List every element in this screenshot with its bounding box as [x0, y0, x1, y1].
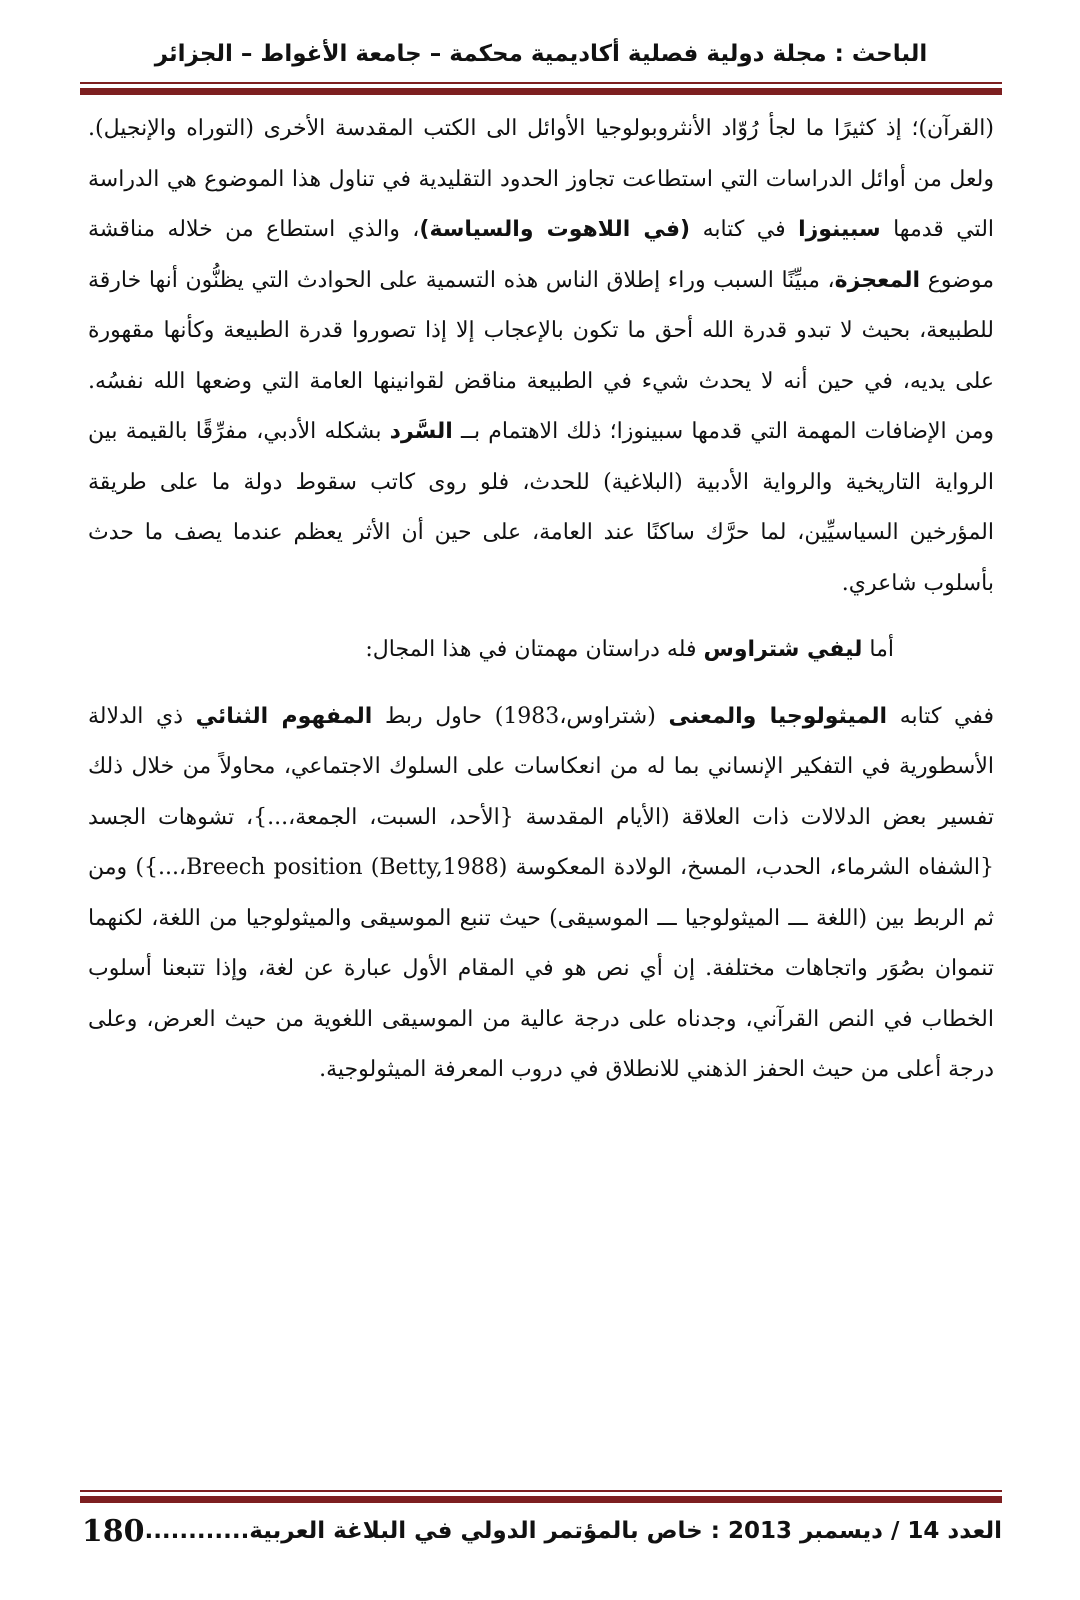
text-run: ، والذي استطاع من خلاله مناقشة موضوع [88, 217, 995, 293]
bold-term-binary-concept: المفهوم الثنائي [195, 703, 373, 729]
paragraph-spinoza [88, 104, 994, 609]
bold-term-levi-strauss: ليفي شتراوس [703, 637, 863, 662]
bold-term-narrative: السَّرد [389, 419, 453, 444]
page-footer [80, 1509, 1002, 1553]
journal-header-title: الباحث : مجلة دولية فصلية أكاديمية محكمة – جامعة الأغواط – الجزائر [154, 41, 928, 67]
paragraph-levi-strauss-intro [88, 625, 994, 676]
bold-term-miracle: المعجزة [834, 267, 921, 293]
header-rule-thick [80, 88, 1002, 95]
bold-book-title: (في اللاهوت والسياسة) [419, 217, 691, 242]
bold-term-spinoza: سبينوزا [798, 217, 881, 242]
article-body [88, 104, 994, 1096]
text-run: (القرآن)؛ إذ كثيرًا ما لجأ رُوّاد الأنثروبولوجيا الأوائل الى الكتب المقدسة الأخرى (التوراه والإنجيل). ولعل من أوائل الدراسات التي استطاعت تجاوز الحدود التقليدية في تناول هذا الموضوع هي الدراسة التي قدمها [88, 116, 995, 242]
header-rule-thin [80, 82, 1002, 84]
bold-book-mythology-meaning: الميثولوجيا والمعنى [668, 703, 888, 729]
issue-line: العدد 14 / ديسمبر 2013 : خاص بالمؤتمر الدولي في البلاغة العربية............ [144, 1518, 1002, 1544]
page-number: 180 [81, 1513, 145, 1549]
paragraph-mythology [88, 692, 994, 1096]
text-run: أما [869, 637, 894, 662]
text-run: ، مبيِّنًا السبب وراء إطلاق الناس هذه التسمية على الحوادث التي يظنُّون أنها خارقة للطبيعة، بحيث لا تبدو قدرة الله أحق ما تكون بالإعجاب إلا إذا تصوروا قدرة الطبيعة وكأنها مقهورة على يديه، في حين أنه لا يحدث شيء في الطبيعة مناقض لقوانينها العامة التي وضعها الله نفسُه. ومن الإضافات المهمة التي قدمها سبينوزا؛ ذلك الاهتمام بــ [88, 267, 994, 444]
footer-rule-thin [80, 1490, 1002, 1492]
footer-rule-thick [80, 1496, 1002, 1503]
text-run: ففي كتابه [899, 703, 995, 729]
text-run: ذي الدلالة الأسطورية في التفكير الإنساني بما له من انعكاسات على السلوك الاجتماعي، محاولاً من خلال ذلك تفسير بعض الدلالات ذات العلاقة (الأيام المقدسة {الأحد، السبت، الجمعة،...}، تشوهات الجسد {الشفاه الشرماء، الحدب، المسخ، الولادة المعكوسة Breech position (Betty,1988)،...}) ومن ثم الربط بين (اللغة ـــ الميثولوجيا ـــ الموسيقى) حيث تنبع الموسيقى والميثولوجيا من اللغة، لكنهما تنموان بصُوَر واتجاهات مختلفة. إن أي نص هو في المقام الأول عبارة عن لغة، وإذا تتبعنا أسلوب الخطاب في النص القرآني، وجدناه على درجة عالية من الموسيقى اللغوية من حيث العرض، وعلى درجة أعلى من حيث الحفز الذهني للانطلاق في دروب المعرفة الميثولوجية. [88, 703, 994, 1082]
text-run: فله دراستان مهمتان في هذا المجال: [365, 637, 697, 662]
text-run: (شتراوس،1983) حاول ربط [384, 703, 656, 729]
text-run: بشكله الأدبي، مفرِّقًا بالقيمة بين الرواية التاريخية والرواية الأدبية (البلاغية) للحدث، فلو روى كاتب سقوط دولة ما على طريقة المؤرخين السياسيِّين، لما حرَّك ساكنًا عند العامة، على حين أن الأثر يعظم عندما يصف ما حدث بأسلوب شاعري. [88, 419, 994, 596]
text-run: في كتابه [702, 217, 786, 242]
